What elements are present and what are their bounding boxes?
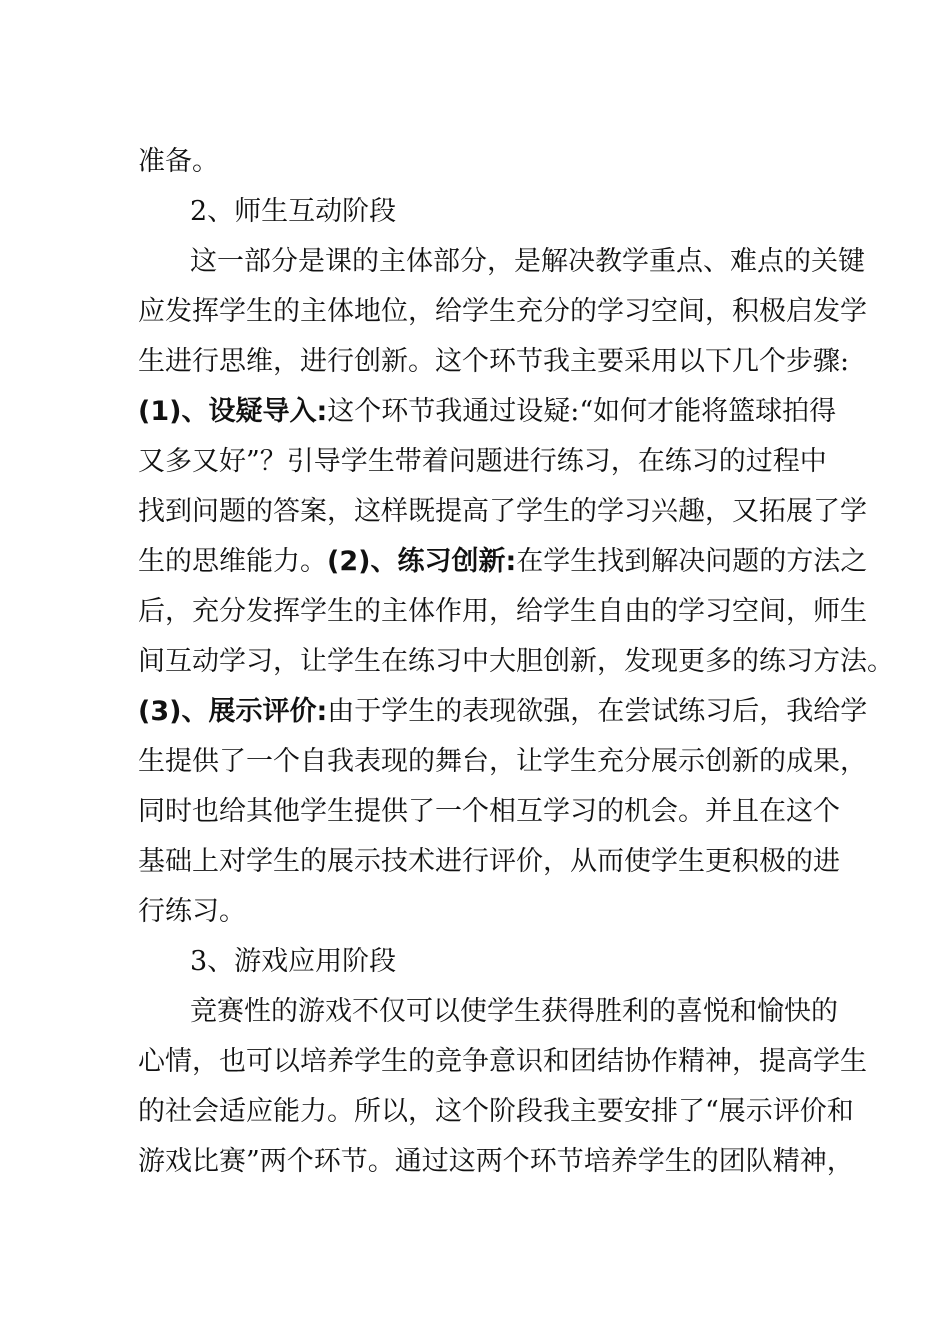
step-1-text: 这个环节我通过设疑:“如何才能将篮球拍得 [327,396,837,427]
section-heading-3: 3、游戏应用阶段 [190,946,397,977]
step-2-text: 在学生找到解决问题的方法之 [516,546,868,577]
paragraph-line: 这一部分是课的主体部分，是解决教学重点、难点的关键 [190,246,865,277]
paragraph-line: 行练习。 [138,896,246,927]
step-1-label: (1)、设疑导入: [138,396,328,427]
paragraph-line: 基础上对学生的展示技术进行评价，从而使学生更积极的进 [138,846,840,877]
paragraph-line: 间互动学习，让学生在练习中大胆创新，发现更多的练习方法。 [138,646,894,677]
step-1-line [138,387,838,437]
paragraph-line: 又多又好”？引导学生带着问题进行练习，在练习的过程中 [138,446,827,477]
step-2-line [138,537,868,587]
paragraph-line: 游戏比赛”两个环节。通过这两个环节培养学生的团队精神， [138,1146,854,1177]
step-3-text: 由于学生的表现欲强，在尝试练习后，我给学 [327,696,868,727]
section-heading-2: 2、师生互动阶段 [190,196,397,227]
paragraph-line: 的社会适应能力。所以，这个阶段我主要安排了“展示评价和 [138,1096,854,1127]
paragraph-line: 竞赛性的游戏不仅可以使学生获得胜利的喜悦和愉快的 [190,996,838,1027]
paragraph-line: 心情，也可以培养学生的竞争意识和团结协作精神，提高学生 [138,1046,867,1077]
paragraph-line: 找到问题的答案，这样既提高了学生的学习兴趣，又拓展了学 [138,496,867,527]
step-3-line [138,687,868,737]
step-3-label: (3)、展示评价: [138,696,328,727]
paragraph-line: 准备。 [138,146,219,177]
step-2-label: (2)、练习创新: [327,546,517,577]
paragraph-line: 生提供了一个自我表现的舞台，让学生充分展示创新的成果， [138,746,867,777]
paragraph-line: 应发挥学生的主体地位，给学生充分的学习空间，积极启发学 [138,296,867,327]
paragraph-line: 同时也给其他学生提供了一个相互学习的机会。并且在这个 [138,796,840,827]
paragraph-line: 后，充分发挥学生的主体作用，给学生自由的学习空间，师生 [138,596,867,627]
step-2-lead: 生的思维能力。 [138,546,327,577]
paragraph-line: 生进行思维，进行创新。这个环节我主要采用以下几个步骤: [138,346,850,377]
